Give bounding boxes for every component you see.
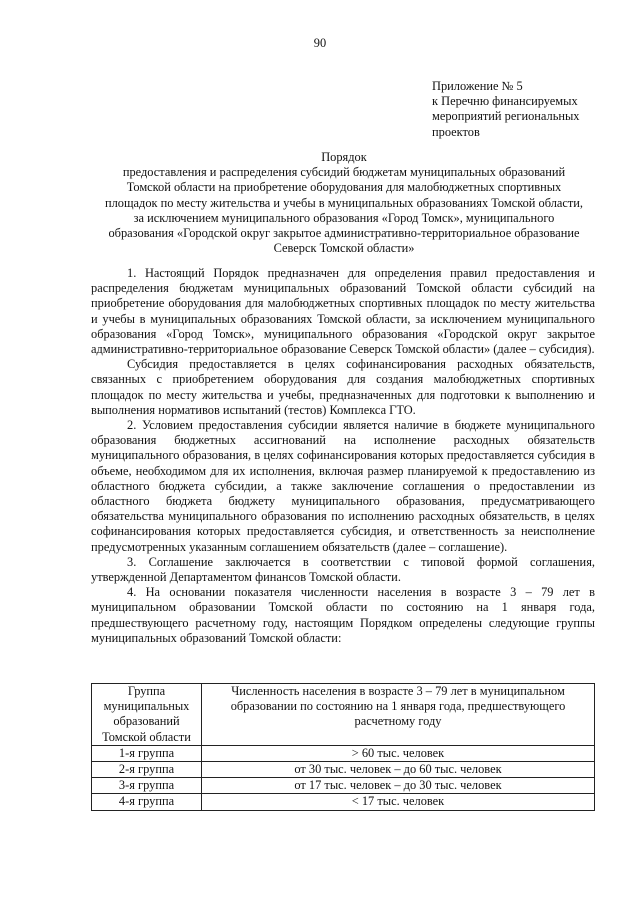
appendix-line: мероприятий региональных <box>432 109 580 124</box>
paragraph-subsidy-purpose: Субсидия предоставляется в целях софинансирования расходных обязательств, связанных с приобретением оборудования для создания малобюджетных спортивных площадок по месту жительства и учебы, предназначенных для подготовки к выполнению и выполнения нормативов испытаний (тестов) Комплекса ГТО. <box>91 357 595 417</box>
table-row <box>92 794 595 810</box>
paragraph-4: 4. На основании показателя численности населения в возрасте 3 – 79 лет в муниципальном образовании Томской области по состоянию на 1 января года, предшествующего расчетному году, настоящим Порядком определены следующие группы муниципальных образований Томской области: <box>91 585 595 645</box>
paragraph-2: 2. Условием предоставления субсидии является наличие в бюджете муниципального образования бюджетных ассигнований на исполнение расходных обязательств муниципального образования, в целях софинансирования которых предоставляется субсидия в объеме, необходимом для их исполнения, включая размер планируемой к предоставлению из областного бюджета субсидии, а также заключение соглашения о предоставлении из областного бюджета бюджету муниципального образования, предусматривающего обязательства муниципального образования по исполнению расходных обязательств, в целях софинансирования которых предоставляется субсидия, и ответственность за неисполнение предусмотренных указанным соглашением обязательств (далее – соглашение). <box>91 418 595 554</box>
title-line: за исключением муниципального образования «Город Томск», муниципального <box>133 210 555 225</box>
title-line: площадок по месту жительства и учебы в муниципальных образованиях Томской области, <box>104 195 584 210</box>
population-cell: > 60 тыс. человек <box>202 745 595 761</box>
group-cell: 1-я группа <box>92 745 202 761</box>
appendix-line: Приложение № 5 <box>432 79 523 93</box>
table-row <box>92 762 595 778</box>
table-row <box>92 745 595 761</box>
page-number: 90 <box>313 36 327 50</box>
title-line: образования «Городской округ закрытое административно-территориальное образование <box>108 226 580 241</box>
population-cell: от 30 тыс. человек – до 60 тыс. человек <box>202 762 595 778</box>
groups-table <box>91 683 595 811</box>
document-title <box>84 150 604 256</box>
header-population: Численность населения в возрасте 3 – 79 лет в муниципальном образовании по состоянию на 1 января года, предшествующего расчетному году <box>202 684 595 746</box>
title-line: предоставления и распределения субсидий бюджетам муниципальных образований <box>122 165 566 180</box>
header-group: Группа муниципальных образований Томской области <box>92 684 202 746</box>
population-cell: < 17 тыс. человек <box>202 794 595 810</box>
group-cell: 4-я группа <box>92 794 202 810</box>
table-header-row <box>92 684 595 746</box>
group-cell: 3-я группа <box>92 778 202 794</box>
appendix-line: проектов <box>432 124 480 139</box>
table-row <box>92 778 595 794</box>
title-heading: Порядок <box>321 150 367 164</box>
paragraph-1: 1. Настоящий Порядок предназначен для определения правил предоставления и распределения бюджетам муниципальных образований Томской области субсидий на приобретение оборудования для малобюджетных спортивных площадок по месту жительства и учебы в муниципальных образованиях Томской области, за исключением муниципального образования «Город Томск», муниципального образования «Городской округ закрытое административно-территориальное образование Северск Томской области» (далее – субсидия). <box>91 266 595 357</box>
appendix-line: к Перечню финансируемых <box>432 94 578 109</box>
title-line: Северск Томской области» <box>273 241 415 256</box>
paragraph-3: 3. Соглашение заключается в соответствии с типовой формой соглашения, утвержденной Департаментом финансов Томской области. <box>91 554 595 585</box>
body-text <box>91 266 595 646</box>
appendix-reference <box>432 79 587 140</box>
title-line: Томской области на приобретение оборудования для малобюджетных спортивных <box>126 180 562 195</box>
population-cell: от 17 тыс. человек – до 30 тыс. человек <box>202 778 595 794</box>
group-cell: 2-я группа <box>92 762 202 778</box>
